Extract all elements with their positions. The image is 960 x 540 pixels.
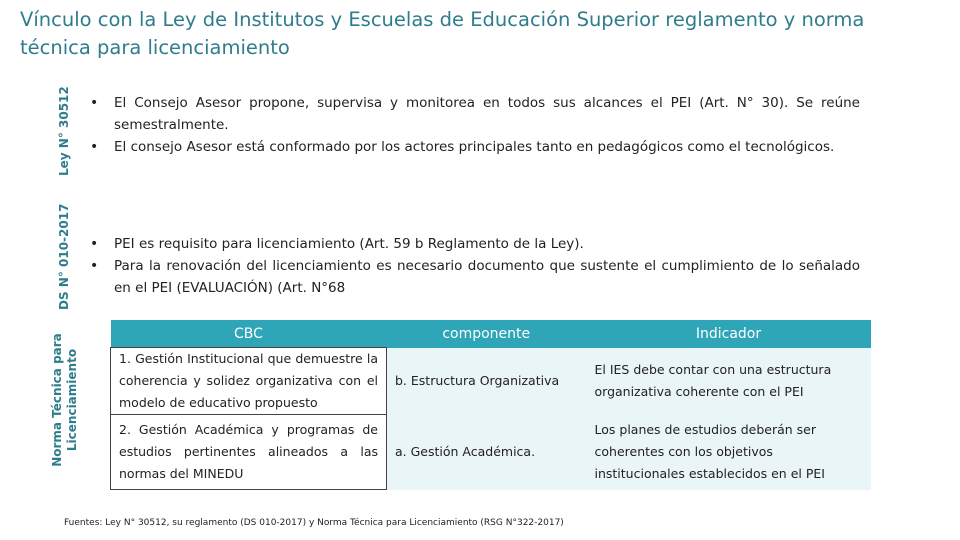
ds-bullets: [90, 233, 860, 299]
bullet-dot: •: [90, 258, 99, 274]
bullet-text: El Consejo Asesor propone, supervisa y monitorea en todos sus alcances el PEI (Art. N° 30). Se reúne semestralmente.: [114, 95, 860, 133]
bullet-item: [90, 92, 860, 136]
sources-footnote: Fuentes: Ley N° 30512, su reglamento (DS 010-2017) y Norma Técnica para Licenciamiento (RSG N°322-2017): [64, 518, 564, 528]
table-row: [111, 348, 871, 415]
cell-cbc: 2. Gestión Académica y programas de estudios pertinentes alineados a las normas del MINEDU: [111, 415, 387, 490]
bullet-text: PEI es requisito para licenciamiento (Art. 59 b Reglamento de la Ley).: [114, 236, 584, 252]
bullet-text: El consejo Asesor está conformado por los actores principales tanto en pedagógicos como el tecnológicos.: [114, 139, 835, 155]
side-label-ley: Ley N° 30512: [57, 86, 71, 176]
bullet-dot: •: [90, 139, 99, 155]
cell-componente: a. Gestión Académica.: [387, 415, 587, 490]
bullet-dot: •: [90, 236, 99, 252]
licensing-table: [110, 320, 871, 490]
side-label-norma: [50, 315, 80, 485]
cell-componente: b. Estructura Organizativa: [387, 348, 587, 415]
bullet-dot: •: [90, 95, 99, 111]
side-label-norma-line1: Norma Técnica para: [50, 333, 64, 467]
cell-indicador: Los planes de estudios deberán ser coherentes con los objetivos institucionales establecidos en el PEI: [587, 415, 871, 490]
ley-bullets: [90, 92, 860, 158]
side-label-norma-line2: Licenciamiento: [65, 348, 79, 452]
table-row: [111, 415, 871, 490]
header-indicador: Indicador: [587, 320, 871, 348]
cell-cbc: 1. Gestión Institucional que demuestre la coherencia y solidez organizativa con el modelo de educativo propuesto: [111, 348, 387, 415]
bullet-text: Para la renovación del licenciamiento es necesario documento que sustente el cumplimiento de lo señalado en el PEI (EVALUACIÓN) (Art. N°68: [114, 258, 860, 296]
bullet-item: [90, 255, 860, 299]
bullet-item: [90, 233, 860, 255]
header-componente: componente: [387, 320, 587, 348]
table-header-row: [111, 320, 871, 348]
page-title: Vínculo con la Ley de Institutos y Escuelas de Educación Superior reglamento y norma técnica para licenciamiento: [20, 8, 865, 59]
header-cbc: CBC: [111, 320, 387, 348]
cell-indicador: El IES debe contar con una estructura organizativa coherente con el PEI: [587, 348, 871, 415]
bullet-item: [90, 136, 860, 158]
side-label-ds: DS N° 010-2017: [57, 203, 71, 310]
